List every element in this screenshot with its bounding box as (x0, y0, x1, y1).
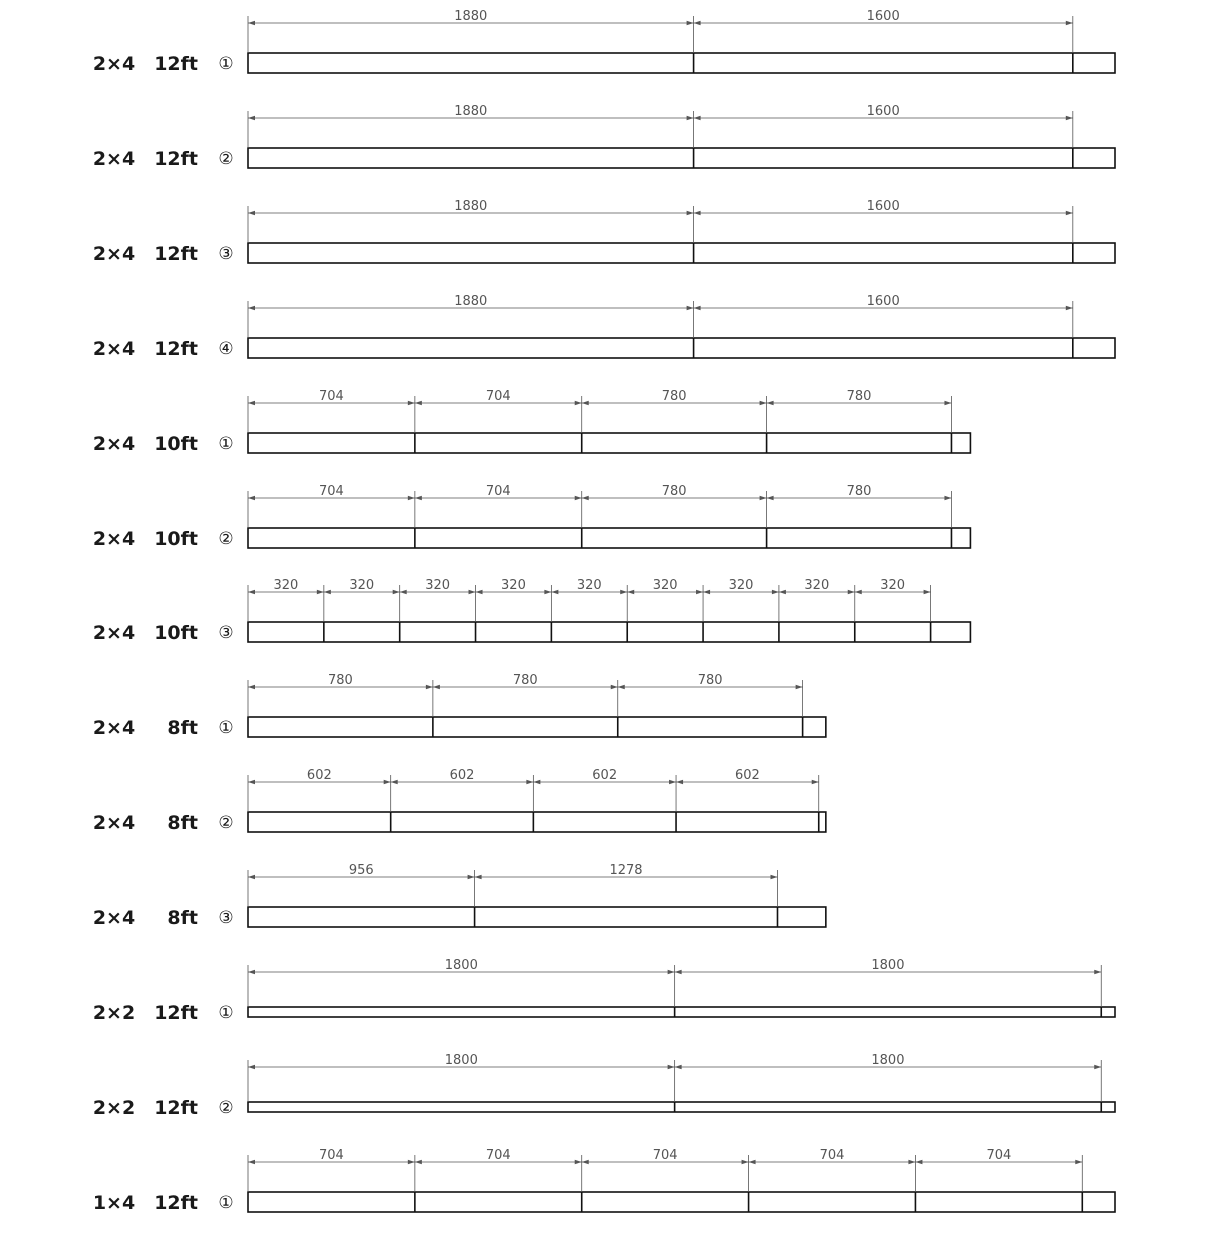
dimension-arrow (582, 401, 589, 405)
dimension-arrow (575, 401, 582, 405)
row-size-label: 2×4 (92, 812, 136, 834)
dimension-arrow (575, 496, 582, 500)
row-size-label: 2×2 (92, 1097, 136, 1119)
dimension-arrow (248, 970, 255, 974)
dimension-arrow (248, 685, 255, 689)
piece-length-label: 320 (804, 578, 830, 593)
dimension-arrow (796, 685, 803, 689)
piece-length-label: 1800 (444, 958, 478, 973)
dimension-arrow (687, 306, 694, 310)
dimension-arrow (742, 1160, 749, 1164)
piece-length-label: 956 (348, 863, 374, 878)
piece-length-label: 602 (449, 768, 475, 783)
dimension-arrow (426, 685, 433, 689)
row-size-label: 2×4 (92, 622, 136, 644)
row-index-label: ② (218, 529, 234, 549)
row-size-label: 2×2 (92, 1002, 136, 1024)
dimension-arrow (772, 590, 779, 594)
dimension-arrow (770, 875, 777, 879)
row-length-label: 10ft (154, 433, 198, 455)
piece-length-label: 780 (697, 673, 723, 688)
board-outline (248, 148, 1115, 168)
piece-length-label: 602 (306, 768, 332, 783)
dimension-arrow (944, 401, 951, 405)
dimension-arrow (415, 1160, 422, 1164)
row-length-label: 8ft (167, 907, 198, 929)
row-size-label: 2×4 (92, 53, 136, 75)
dimension-arrow (779, 590, 786, 594)
dimension-arrow (384, 780, 391, 784)
row-length-label: 12ft (154, 53, 198, 75)
dimension-arrow (248, 116, 255, 120)
dimension-arrow (1075, 1160, 1082, 1164)
row-index-label: ④ (218, 339, 234, 359)
piece-length-label: 780 (661, 389, 687, 404)
dimension-arrow (324, 590, 331, 594)
piece-length-label: 780 (328, 673, 353, 688)
piece-length-label: 1600 (866, 104, 900, 119)
row-length-label: 8ft (167, 812, 198, 834)
piece-length-label: 320 (425, 578, 451, 593)
board-outline (248, 528, 970, 548)
piece-length-label: 1880 (454, 294, 488, 309)
dimension-arrow (675, 970, 682, 974)
dimension-arrow (944, 496, 951, 500)
row-length-label: 12ft (154, 243, 198, 265)
dimension-arrow (694, 116, 701, 120)
piece-length-label: 1600 (866, 294, 900, 309)
dimension-arrow (526, 780, 533, 784)
piece-length-label: 1880 (454, 104, 488, 119)
piece-length-label: 1800 (871, 958, 905, 973)
row-index-label: ② (218, 813, 234, 833)
board-outline (248, 717, 826, 737)
dimension-arrow (248, 1160, 255, 1164)
dimension-arrow (317, 590, 324, 594)
board-outline (248, 53, 1115, 73)
dimension-arrow (575, 1160, 582, 1164)
row-size-label: 2×4 (92, 433, 136, 455)
row-index-label: ① (218, 54, 234, 74)
dimension-arrow (760, 401, 767, 405)
piece-length-label: 704 (652, 1148, 678, 1163)
row-index-label: ① (218, 434, 234, 454)
dimension-arrow (476, 590, 483, 594)
dimension-arrow (415, 496, 422, 500)
piece-length-label: 320 (349, 578, 375, 593)
dimension-arrow (400, 590, 407, 594)
dimension-arrow (1066, 306, 1073, 310)
piece-length-label: 704 (485, 1148, 511, 1163)
row-index-label: ① (218, 1193, 234, 1213)
board-outline (248, 622, 970, 642)
board-outline (248, 243, 1115, 263)
dimension-arrow (248, 211, 255, 215)
piece-length-label: 1600 (866, 199, 900, 214)
piece-length-label: 602 (592, 768, 618, 783)
dimension-arrow (433, 685, 440, 689)
piece-length-label: 320 (880, 578, 906, 593)
dimension-arrow (611, 685, 618, 689)
piece-length-label: 1800 (871, 1053, 905, 1068)
row-index-label: ① (218, 718, 234, 738)
dimension-arrow (749, 1160, 756, 1164)
piece-length-label: 704 (485, 484, 511, 499)
dimension-arrow (248, 1065, 255, 1069)
dimension-arrow (415, 401, 422, 405)
dimension-arrow (915, 1160, 922, 1164)
dimension-arrow (694, 211, 701, 215)
row-index-label: ③ (218, 908, 234, 928)
row-size-label: 2×4 (92, 243, 136, 265)
piece-length-label: 320 (728, 578, 754, 593)
piece-length-label: 780 (846, 484, 872, 499)
board-outline (248, 338, 1115, 358)
piece-length-label: 704 (319, 1148, 344, 1163)
dimension-arrow (687, 116, 694, 120)
board-outline (248, 1007, 1115, 1017)
row-index-label: ③ (218, 623, 234, 643)
dimension-arrow (408, 496, 415, 500)
dimension-arrow (1094, 970, 1101, 974)
row-length-label: 10ft (154, 622, 198, 644)
dimension-arrow (391, 780, 398, 784)
dimension-arrow (694, 306, 701, 310)
piece-length-label: 704 (319, 389, 344, 404)
dimension-arrow (1066, 21, 1073, 25)
dimension-arrow (248, 780, 255, 784)
dimension-arrow (855, 590, 862, 594)
piece-length-label: 602 (734, 768, 760, 783)
dimension-arrow (675, 1065, 682, 1069)
row-size-label: 2×4 (92, 528, 136, 550)
dimension-arrow (694, 21, 701, 25)
row-length-label: 10ft (154, 528, 198, 550)
dimension-arrow (812, 780, 819, 784)
piece-length-label: 704 (986, 1148, 1012, 1163)
dimension-arrow (533, 780, 540, 784)
dimension-arrow (676, 780, 683, 784)
dimension-arrow (924, 590, 931, 594)
row-size-label: 2×4 (92, 338, 136, 360)
piece-length-label: 1880 (454, 199, 488, 214)
piece-length-label: 1800 (444, 1053, 478, 1068)
dimension-arrow (248, 875, 255, 879)
piece-length-label: 780 (846, 389, 872, 404)
dimension-arrow (1066, 211, 1073, 215)
piece-length-label: 780 (661, 484, 687, 499)
row-size-label: 1×4 (92, 1192, 136, 1214)
dimension-arrow (248, 590, 255, 594)
row-index-label: ② (218, 149, 234, 169)
piece-length-label: 320 (576, 578, 602, 593)
dimension-arrow (687, 21, 694, 25)
dimension-arrow (760, 496, 767, 500)
piece-length-label: 1600 (866, 9, 900, 24)
dimension-arrow (1094, 1065, 1101, 1069)
piece-length-label: 704 (819, 1148, 845, 1163)
dimension-arrow (767, 496, 774, 500)
dimension-arrow (848, 590, 855, 594)
dimension-arrow (669, 780, 676, 784)
dimension-arrow (393, 590, 400, 594)
board-outline (248, 812, 826, 832)
row-index-label: ③ (218, 244, 234, 264)
dimension-arrow (475, 875, 482, 879)
board-outline (248, 433, 970, 453)
board-outline (248, 1102, 1115, 1112)
row-length-label: 12ft (154, 1192, 198, 1214)
dimension-arrow (908, 1160, 915, 1164)
dimension-arrow (687, 211, 694, 215)
dimension-arrow (408, 1160, 415, 1164)
dimension-arrow (408, 401, 415, 405)
dimension-arrow (703, 590, 710, 594)
row-size-label: 2×4 (92, 907, 136, 929)
piece-length-label: 1278 (609, 863, 643, 878)
dimension-arrow (582, 496, 589, 500)
dimension-arrow (627, 590, 634, 594)
board-outline (248, 907, 826, 927)
dimension-arrow (618, 685, 625, 689)
dimension-arrow (469, 590, 476, 594)
row-size-label: 2×4 (92, 717, 136, 739)
dimension-arrow (544, 590, 551, 594)
row-index-label: ② (218, 1098, 234, 1118)
row-length-label: 12ft (154, 1097, 198, 1119)
row-size-label: 2×4 (92, 148, 136, 170)
dimension-arrow (248, 496, 255, 500)
dimension-arrow (620, 590, 627, 594)
dimension-arrow (248, 401, 255, 405)
piece-length-label: 704 (485, 389, 511, 404)
piece-length-label: 780 (512, 673, 538, 688)
row-length-label: 12ft (154, 338, 198, 360)
piece-length-label: 320 (652, 578, 678, 593)
dimension-arrow (248, 306, 255, 310)
row-length-label: 12ft (154, 148, 198, 170)
dimension-arrow (696, 590, 703, 594)
piece-length-label: 320 (273, 578, 299, 593)
dimension-arrow (1066, 116, 1073, 120)
row-length-label: 12ft (154, 1002, 198, 1024)
piece-length-label: 704 (319, 484, 344, 499)
dimension-arrow (767, 401, 774, 405)
row-index-label: ① (218, 1003, 234, 1023)
dimension-arrow (668, 1065, 675, 1069)
piece-length-label: 1880 (454, 9, 488, 24)
piece-length-label: 320 (501, 578, 526, 593)
dimension-arrow (468, 875, 475, 879)
dimension-arrow (248, 21, 255, 25)
row-length-label: 8ft (167, 717, 198, 739)
dimension-arrow (551, 590, 558, 594)
dimension-arrow (668, 970, 675, 974)
board-outline (248, 1192, 1115, 1212)
dimension-arrow (582, 1160, 589, 1164)
